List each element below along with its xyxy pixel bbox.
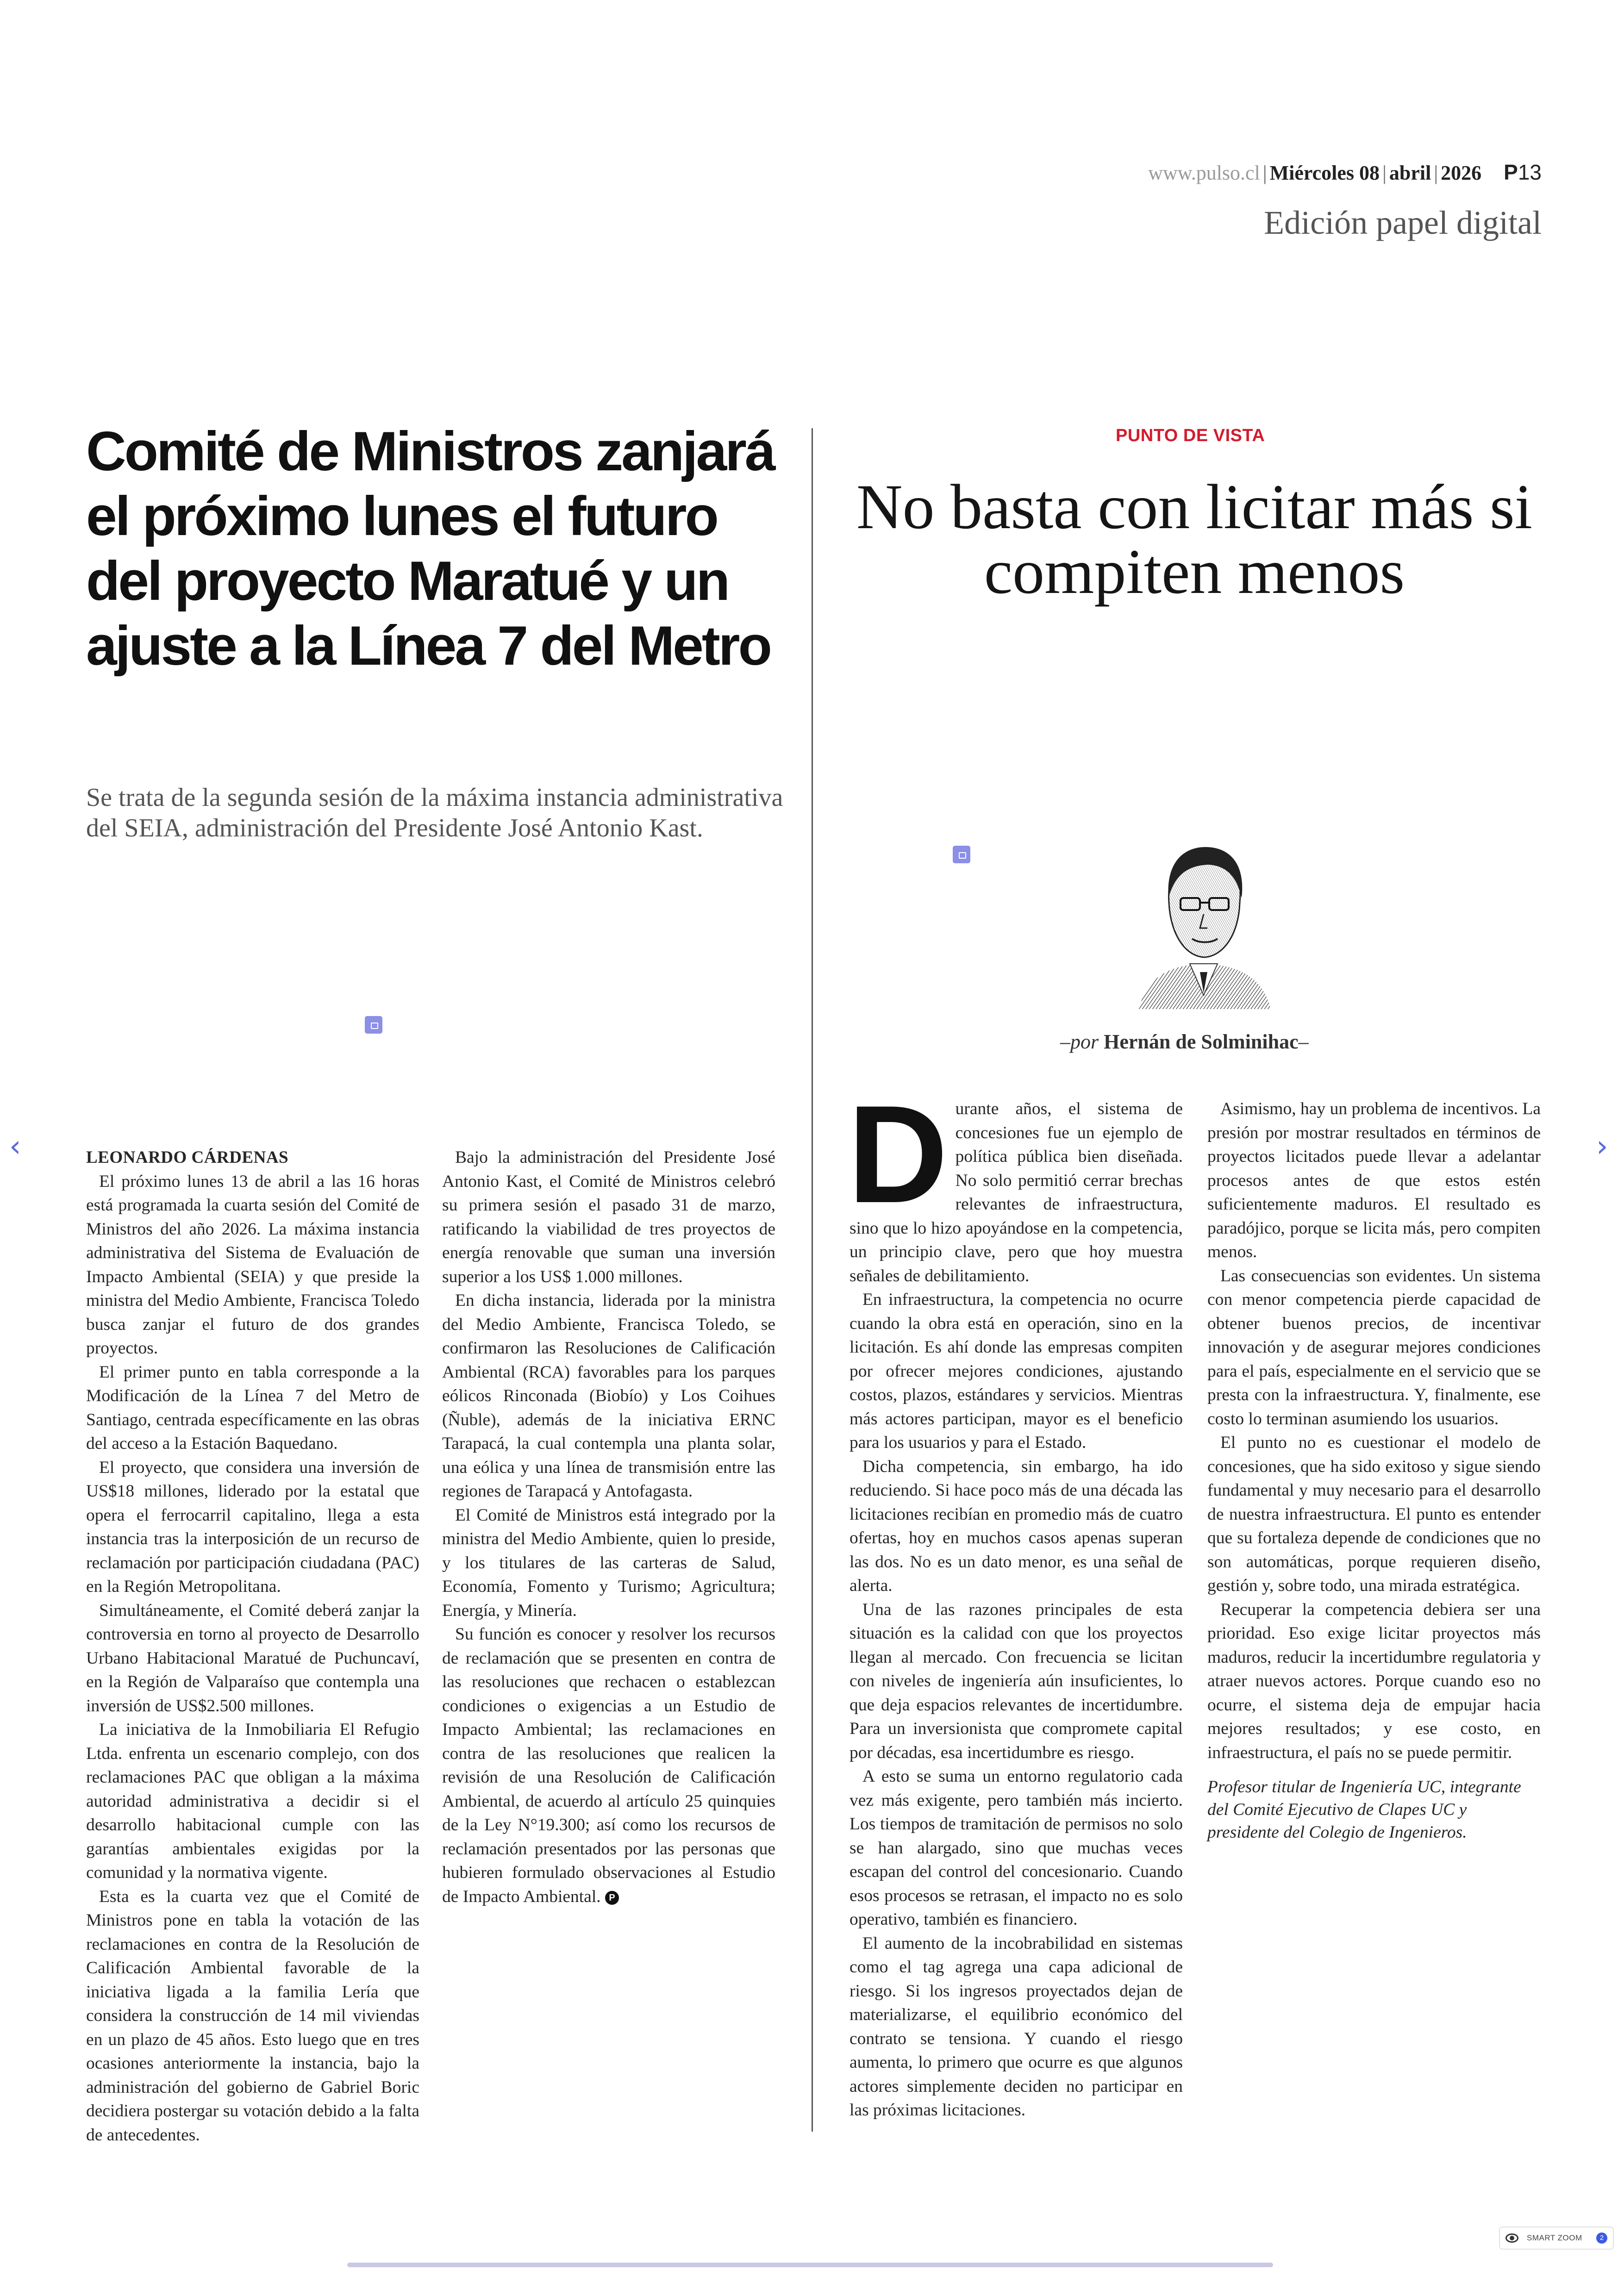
opinion-byline: –por Hernán de Solminihac–: [1060, 1030, 1309, 1053]
author-portrait: [1130, 833, 1278, 1009]
article-subtitle: Se trata de la segunda sesión de la máxima instancia administrativa del SEIA, administración del Presidente José Antonio Kast.: [86, 783, 783, 842]
next-page-button[interactable]: ›: [1596, 1129, 1608, 1164]
issue-month: abril: [1389, 162, 1431, 184]
article-paragraph: La iniciativa de la Inmobiliaria El Refugio Ltda. enfrenta un escenario complejo, con dos reclamaciones PAC que obligan a la máxima autoridad administrativa a decidir si el desarrollo habitacional cumple con las garantías ambientales exigidas por la comunidad y la normativa vigente.: [86, 1720, 419, 1882]
byline-author: Hernán de Solminihac: [1104, 1030, 1299, 1053]
article-paragraph: En dicha instancia, liderada por la ministra del Medio Ambiente, Francisca Toledo, se confirmaron las Resoluciones de Calificación Ambiental (RCA) favorables para los parques eólicos Rinconada (Biobío) y Los Coihues (Ñuble), además de la iniciativa ERNC Tarapacá, la cual contempla una planta solar, una eólica y una línea de transmisión entre las regiones de Tarapacá y Antofagasta.: [442, 1291, 775, 1501]
opinion-paragraph: Dicha competencia, sin embargo, ha ido reduciendo. Si hace poco más de una década las licitaciones recibían en promedio más de cuatro ofertas, hoy en muchos casos apenas superan las dos. No es un dato menor, es una señal de alerta.: [849, 1457, 1183, 1595]
eye-icon: [1505, 2233, 1518, 2243]
article-paragraph: El proyecto, que considera una inversión de US$18 millones, liderado por la estatal que opera el ferrocarril capitalino, llega a esta instancia tras la interposición de un recurso de reclamación por participación ciudadana (PAC) en la Región Metropolitana.: [86, 1458, 419, 1596]
article-paragraph: Simultáneamente, el Comité deberá zanjar la controversia en torno al proyecto de Desarrollo Urbano Habitacional Maratué de Puchuncaví, en la Región de Valparaíso que contempla una inversión de US$2.500 millones.: [86, 1601, 419, 1715]
opinion-paragraph: A esto se suma un entorno regulatorio cada vez más exigente, pero también más incierto. Los tiempos de tramitación de permisos no solo se han alargado, sino que muchas veces escapan del control del concesionario. Cuando esos procesos se retrasan, el impacto no es solo operativo, también es financiero.: [849, 1767, 1183, 1929]
site-url[interactable]: www.pulso.cl: [1148, 162, 1260, 184]
article-paragraph: El primer punto en tabla corresponde a la Modificación de la Línea 7 del Metro de Santiago, centrada específicamente en las obras del acceso a la Estación Baquedano.: [86, 1362, 419, 1453]
opinion-paragraph: Las consecuencias son evidentes. Un sistema con menor competencia pierde capacidad de obtener buenos precios, de incentivar innovación y de asegurar mejores condiciones para el país, especialmente en el servicio que se presta con la infraestructura. Y, finalmente, ese costo lo terminan asumiendo los usuarios.: [1207, 1266, 1541, 1428]
opinion-first-paragraph: Durante años, el sistema de concesiones fue un ejemplo de política pública bien diseñada. No solo permitió cerrar brechas relevantes de infraestructura, sino que lo hizo apoyándose en la competencia, un principio clave, pero que hoy muestra señales de debilitamiento.: [848, 1076, 1183, 1285]
opinion-paragraph: El punto no es cuestionar el modelo de concesiones, que ha sido exitoso y sigue siendo fundamental y muy necesario para el desarrollo de nuestra infraestructura. El punto es entender que su fortaleza depende de condiciones que no son automáticas, porque requieren diseño, gestión y, sobre todo, una mirada estratégica.: [1207, 1433, 1541, 1595]
drop-cap: D: [848, 1076, 948, 1232]
opinion-column-1: [848, 1076, 1183, 2120]
article-column-1: [86, 1146, 419, 2145]
opinion-paragraph: Asimismo, hay un problema de incentivos. La presión por mostrar resultados en términos de proyectos licitados puede llevar a adelantar procesos antes de que estos estén suficientemente maduros. El resultado es paradójico, porque se licita más, pero compiten menos.: [1207, 1099, 1541, 1261]
article-paragraph: Esta es la cuarta vez que el Comité de Ministros pone en tabla la votación de las reclamaciones en contra de la Resolución de Calificación Ambiental favorable de la iniciativa ligada a la familia Lería que considera la construcción de 14 mil viviendas en un plazo de 45 años. Esto luego que en tres ocasiones anteriormente la instancia, bajo la administración del gobierno de Gabriel Boric decidiera postergar su votación debido a la falta de antecedentes.: [86, 1887, 419, 2145]
column-divider: [812, 428, 813, 2132]
article-headline: Comité de Ministros zanjará el próximo lunes el futuro del proyecto Maratué y un ajuste a la Línea 7 del Metro: [86, 420, 774, 677]
opinion-paragraph: Recuperar la competencia debiera ser una prioridad. Eso exige licitar proyectos más maduros, reducir la incertidumbre regulatoria y atraer nuevos actores. Porque cuando eso no ocurre, el sistema deja de empujar hacia mejores resultados; y ese costo, en infraestructura, el país no se puede permitir.: [1207, 1600, 1541, 1762]
article-paragraph: El Comité de Ministros está integrado por la ministra del Medio Ambiente, quien lo preside, y los titulares de las carteras de Salud, Economía, Fomento y Turismo; Agricultura; Energía, y Minería.: [442, 1505, 775, 1620]
section-kicker: PUNTO DE VISTA: [1116, 426, 1265, 445]
edition-label: Edición papel digital: [1264, 204, 1542, 241]
opinion-paragraph: En infraestructura, la competencia no ocurre cuando la obra está en operación, sino en la licitación. Es ahí donde las empresas compiten por ofrecer mejores condiciones, ajustando costos, plazos, estándares y servicios. Mientras más actores participan, mayor es el beneficio para los usuarios y para el Estado.: [849, 1290, 1183, 1452]
horizontal-scrollbar[interactable]: [347, 2263, 1273, 2267]
author-signature: Profesor titular de Ingeniería UC, integrante del Comité Ejecutivo de Clapes UC y presidente del Colegio de Ingenieros.: [1207, 1777, 1521, 1842]
media-chip-icon[interactable]: [953, 846, 970, 863]
opinion-paragraph: El aumento de la incobrabilidad en sistemas como el tag agrega una capa adicional de riesgo. Si los ingresos proyectados dejan de materializarse, el equilibrio económico del contrato se tensiona. Y cuando el riesgo aumenta, lo primero que ocurre es que algunos actores simplemente deciden no participar en las próximas licitaciones.: [849, 1933, 1183, 2120]
media-chip-icon[interactable]: [365, 1016, 382, 1034]
article-author: LEONARDO CÁRDENAS: [86, 1148, 289, 1167]
page-number: P13: [1504, 160, 1542, 184]
opinion-paragraph: Una de las razones principales de esta situación es la calidad con que los proyectos llegan al mercado. Con frecuencia se licitan con niveles de ingeniería aún insuficientes, lo que deja espacios relevantes de incertidumbre. Para un inversionista que compromete capital por décadas, esa incertidumbre es riesgo.: [849, 1600, 1183, 1762]
issue-day: Miércoles 08: [1269, 162, 1380, 184]
article-paragraph: Su función es conocer y resolver los recursos de reclamación que se presenten en contra de las resoluciones que rechacen o establezcan condiciones o exigencias a un Estudio de Impacto Ambiental; las reclamaciones en contra de las resoluciones que realicen la revisión de una Resolución de Calificación Ambiental, de acuerdo al artículo 25 quinquies de la Ley N°19.300; así como los recursos de reclamación presentados por las personas que hubieren formulado observaciones al Estudio de Impacto Ambiental. P: [442, 1625, 775, 1906]
article-column-2: [442, 1146, 775, 1908]
previous-page-button[interactable]: ‹: [9, 1129, 21, 1164]
smart-zoom-button[interactable]: [1499, 2226, 1614, 2250]
page-header: www.pulso.cl | Miércoles 08 | abril | 2026 P13: [1148, 160, 1542, 184]
smart-zoom-badge: 2: [1596, 2233, 1607, 2244]
article-paragraph: Bajo la administración del Presidente José Antonio Kast, el Comité de Ministros celebró su primera sesión el pasado 31 de marzo, ratificando la viabilidad de tres proyectos de energía renovable que suman una inversión superior a los US$ 1.000 millones.: [442, 1148, 775, 1286]
issue-year: 2026: [1441, 162, 1482, 184]
article-paragraph: El próximo lunes 13 de abril a las 16 horas está programada la cuarta sesión del Comité de Ministros del año 2026. La máxima instancia administrativa del Sistema de Evaluación de Impacto Ambiental (SEIA) y que preside la ministra del Medio Ambiente, Francisca Toledo busca zanjar el futuro de dos grandes proyectos.: [86, 1172, 419, 1358]
opinion-headline: No basta con licitar más si compiten menos: [856, 471, 1533, 607]
opinion-column-2: [1207, 1097, 1541, 1844]
smart-zoom-label: SMART ZOOM: [1527, 2233, 1582, 2242]
end-mark-icon: P: [605, 1891, 619, 1905]
